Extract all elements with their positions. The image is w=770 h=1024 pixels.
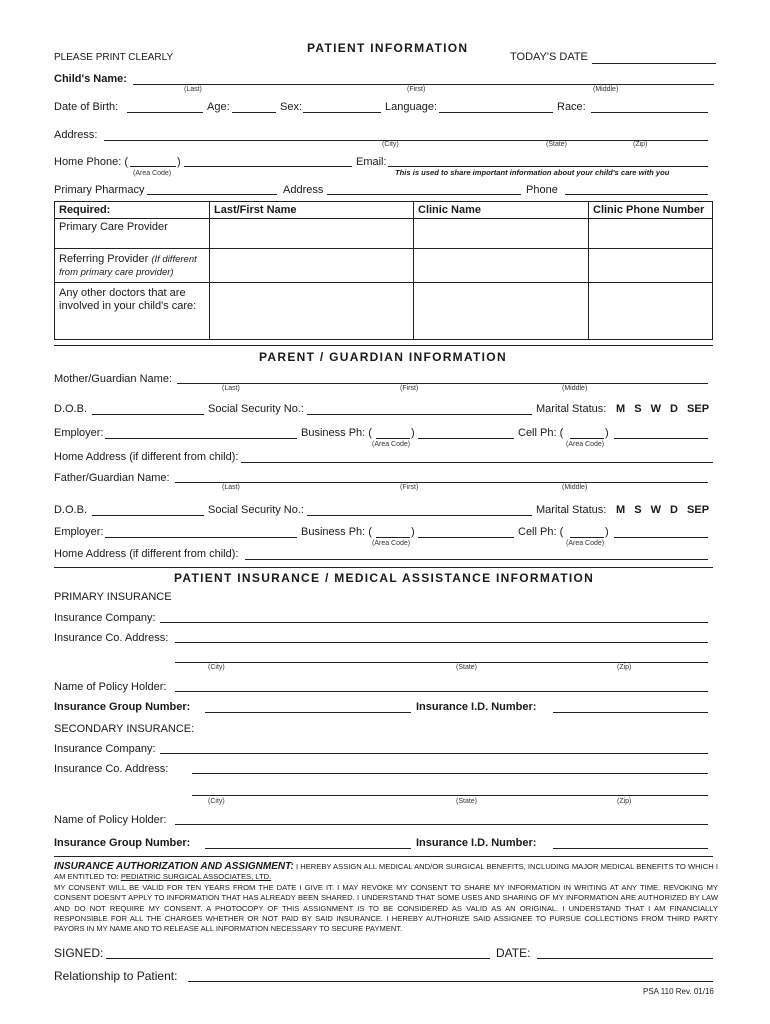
referring-clinic-cell[interactable] [414,249,589,283]
home-phone-paren: ) [177,156,181,168]
father-home-address-field[interactable] [245,559,708,560]
primary-caption-zip: (Zip) [617,664,632,671]
mother-business-area-field[interactable] [376,438,410,439]
primary-policy-holder-label: Name of Policy Holder: [54,681,167,693]
providers-header-phone: Clinic Phone Number [589,202,713,219]
primary-care-name-cell[interactable] [210,219,414,249]
primary-company-field[interactable] [160,622,708,623]
father-caption-middle: (Middle) [562,484,588,491]
date-label: DATE: [496,946,531,960]
secondary-co-address-field[interactable] [192,773,708,774]
caption-city: (City) [382,141,399,148]
mother-employer-label: Employer: [54,427,104,439]
father-cell-area-caption: (Area Code) [566,540,605,547]
father-cell-paren: ) [605,526,609,538]
caption-first: (First) [407,86,426,93]
father-dob-label: D.O.B. [54,504,88,516]
dob-label: Date of Birth: [54,101,119,113]
secondary-caption-zip: (Zip) [617,798,632,805]
mother-business-ph-label: Business Ph: ( [301,427,372,439]
secondary-group-number-field[interactable] [205,848,411,849]
providers-table [54,201,713,340]
authorization-line-2-pre: BENEFITS TO WHICH I AM ENTITLED TO: [54,862,718,882]
caption-middle: (Middle) [593,86,619,93]
mother-employer-field[interactable] [105,438,297,439]
pharmacy-field[interactable] [147,194,277,195]
father-employer-field[interactable] [105,537,297,538]
primary-co-address-field-2[interactable] [175,662,708,663]
other-doctors-line-2: involved in your child's care: [59,300,197,312]
primary-care-phone-cell[interactable] [589,219,713,249]
referring-provider-label [55,249,210,283]
mother-name-label: Mother/Guardian Name: [54,373,172,385]
secondary-group-number-label: Insurance Group Number: [54,837,191,849]
secondary-caption-city: (City) [208,798,225,805]
pharmacy-phone-field[interactable] [565,194,708,195]
home-phone-label: Home Phone: ( [54,156,128,168]
caption-area-code: (Area Code) [133,170,172,177]
language-field[interactable] [439,112,553,113]
mother-cell-area-caption: (Area Code) [566,441,605,448]
secondary-id-number-field[interactable] [553,848,708,849]
secondary-id-number-label: Insurance I.D. Number: [416,837,537,849]
father-cell-ph-label: Cell Ph: ( [518,526,564,538]
pharmacy-phone-label: Phone [526,184,558,196]
secondary-company-field[interactable] [160,753,708,754]
authorization-body: MY CONSENT WILL BE VALID FOR TEN YEARS FROM THE DATE I GIVE IT. I MAY REVOKE MY CONSENT TO SHARE MY INFORMATION IN WRITING AT ANY TIME. REVOKING MY CONSENT DOESN'T APPLY TO INFORMATION THAT HAS ALREADY BEEN SHARED. I UNDERSTAND THAT SOME USES AND SHARING OF MY INFORMATION ARE AUTHORIZED BY LAW AND DO NOT REQUIRE MY CONSENT. A PHOTOCOPY OF THIS ASSIGNMENT IS TO BE CONSIDERED AS VALID AS AN ORIGINAL. I UNDERSTAND THAT I AM FINANCIALLY RESPONSIBLE FOR ALL THE CHARGES WHETHER OR NOT PAID BY SAID INSURANCE. I HEREBY AUTHORIZE SAID ASSIGNEE TO PURSUE COLLECTIONS FROM THIRD PARTY PAYORS IN MY NAME AND TO RELEASE ALL INFORMATION NECESSARY TO SECURE PAYMENT. [54,882,718,934]
page-title: PATIENT INFORMATION [307,41,469,55]
childs-name-label: Child's Name: [54,73,127,85]
mother-business-paren: ) [411,427,415,439]
mother-cell-area-field[interactable] [570,438,604,439]
pharmacy-address-label: Address [283,184,324,196]
providers-header-name: Last/First Name [210,202,414,219]
mother-caption-last: (Last) [222,385,240,392]
other-name-cell[interactable] [210,283,414,340]
section-divider-authorization [54,856,713,857]
father-marital-options[interactable]: M S W D SEP [616,504,710,516]
authorization-heading: INSURANCE AUTHORIZATION AND ASSIGNMENT: [54,861,294,872]
childs-name-field[interactable] [133,84,714,85]
primary-id-number-field[interactable] [553,712,708,713]
email-field[interactable] [388,166,708,167]
father-business-ph-field[interactable] [418,537,514,538]
relationship-field[interactable] [188,981,713,982]
secondary-company-label: Insurance Company: [54,743,156,755]
signed-label: SIGNED: [54,946,104,960]
mother-caption-first: (First) [400,385,419,392]
other-doctors-label [55,283,210,340]
dob-field[interactable] [127,112,203,113]
father-caption-last: (Last) [222,484,240,491]
address-label: Address: [54,129,98,141]
caption-last: (Last) [184,86,202,93]
father-home-address-label: Home Address (if different from child): [54,548,239,560]
todays-date-field[interactable] [592,63,716,64]
mother-marital-label: Marital Status: [536,403,607,415]
providers-header-clinic: Clinic Name [414,202,589,219]
email-label: Email: [356,156,387,168]
father-caption-first: (First) [400,484,419,491]
secondary-policy-holder-label: Name of Policy Holder: [54,814,167,826]
primary-co-address-label: Insurance Co. Address: [54,632,169,644]
address-field[interactable] [104,140,708,141]
section-divider-insurance [54,567,713,568]
primary-company-label: Insurance Company: [54,612,156,624]
primary-care-provider-label: Primary Care Provider [55,219,210,249]
other-phone-cell[interactable] [589,283,713,340]
sex-label: Sex: [280,101,303,113]
father-cell-ph-field[interactable] [614,537,708,538]
mother-business-ph-field[interactable] [418,438,514,439]
guardian-section-title: PARENT / GUARDIAN INFORMATION [259,350,507,364]
mother-marital-options[interactable]: M S W D SEP [616,403,710,415]
mother-cell-paren: ) [605,427,609,439]
language-label: Language: [385,101,437,113]
referring-name-cell[interactable] [210,249,414,283]
primary-caption-state: (State) [456,664,478,671]
father-cell-area-field[interactable] [570,537,604,538]
mother-dob-label: D.O.B. [54,403,88,415]
father-business-area-caption: (Area Code) [372,540,411,547]
secondary-insurance-heading: SECONDARY INSURANCE: [54,723,195,735]
email-note: This is used to share important information about your child's care with you [395,168,670,177]
father-business-area-field[interactable] [376,537,410,538]
primary-id-number-label: Insurance I.D. Number: [416,701,537,713]
secondary-co-address-field-2[interactable] [192,795,708,796]
referring-note-1: (If different [151,254,197,265]
signature-date-field[interactable] [537,958,713,959]
relationship-label: Relationship to Patient: [54,969,178,983]
mother-caption-middle: (Middle) [562,385,588,392]
mother-name-field[interactable] [177,383,708,384]
father-name-field[interactable] [175,482,708,483]
mother-dob-field[interactable] [92,414,204,415]
primary-group-number-label: Insurance Group Number: [54,701,191,713]
todays-date-label: TODAY'S DATE [510,51,588,63]
print-clearly-note: PLEASE PRINT CLEARLY [54,52,174,63]
mother-business-area-caption: (Area Code) [372,441,411,448]
pharmacy-address-field[interactable] [327,194,521,195]
secondary-co-address-label: Insurance Co. Address: [54,763,169,775]
sex-field[interactable] [303,112,381,113]
home-phone-field[interactable] [184,166,352,167]
providers-header-required: Required: [55,202,210,219]
secondary-caption-state: (State) [456,798,478,805]
caption-zip: (Zip) [633,141,648,148]
father-dob-field[interactable] [92,515,204,516]
authorization-text [54,862,718,935]
referring-provider-text: Referring Provider [59,253,149,265]
secondary-policy-holder-field[interactable] [175,824,708,825]
primary-insurance-heading: PRIMARY INSURANCE [54,591,172,603]
mother-cell-ph-field[interactable] [614,438,708,439]
signature-field[interactable] [106,958,490,959]
mother-cell-ph-label: Cell Ph: ( [518,427,564,439]
father-business-paren: ) [411,526,415,538]
race-label: Race: [557,101,586,113]
authorization-line-1: I HEREBY ASSIGN ALL MEDICAL AND/OR SURGICAL BENEFITS, INCLUDING MAJOR MEDICAL [295,862,635,871]
primary-care-clinic-cell[interactable] [414,219,589,249]
father-name-label: Father/Guardian Name: [54,472,170,484]
caption-state: (State) [546,141,568,148]
age-label: Age: [207,101,230,113]
age-field[interactable] [232,112,276,113]
other-clinic-cell[interactable] [414,283,589,340]
other-doctors-line-1: Any other doctors that are [59,287,186,299]
father-marital-label: Marital Status: [536,504,607,516]
father-ssn-field[interactable] [307,515,532,516]
section-divider-guardian [54,345,713,346]
pharmacy-label: Primary Pharmacy [54,184,145,196]
mother-ssn-label: Social Security No.: [208,403,304,415]
mother-home-address-label: Home Address (if different from child): [54,451,239,463]
primary-co-address-field[interactable] [175,642,708,643]
race-field[interactable] [591,112,708,113]
insurance-section-title: PATIENT INSURANCE / MEDICAL ASSISTANCE INFORMATION [174,571,595,585]
mother-ssn-field[interactable] [307,414,532,415]
referring-phone-cell[interactable] [589,249,713,283]
home-phone-area-field[interactable] [130,166,176,167]
primary-caption-city: (City) [208,664,225,671]
authorization-org-name: PEDIATRIC SURGICAL ASSOCIATES, LTD. [120,872,272,882]
primary-policy-holder-field[interactable] [175,691,708,692]
mother-home-address-field[interactable] [241,462,713,463]
father-ssn-label: Social Security No.: [208,504,304,516]
primary-group-number-field[interactable] [205,712,411,713]
referring-note-2: from primary care provider) [59,267,174,278]
form-id: PSA 110 Rev. 01/16 [643,987,714,996]
father-business-ph-label: Business Ph: ( [301,526,372,538]
father-employer-label: Employer: [54,526,104,538]
